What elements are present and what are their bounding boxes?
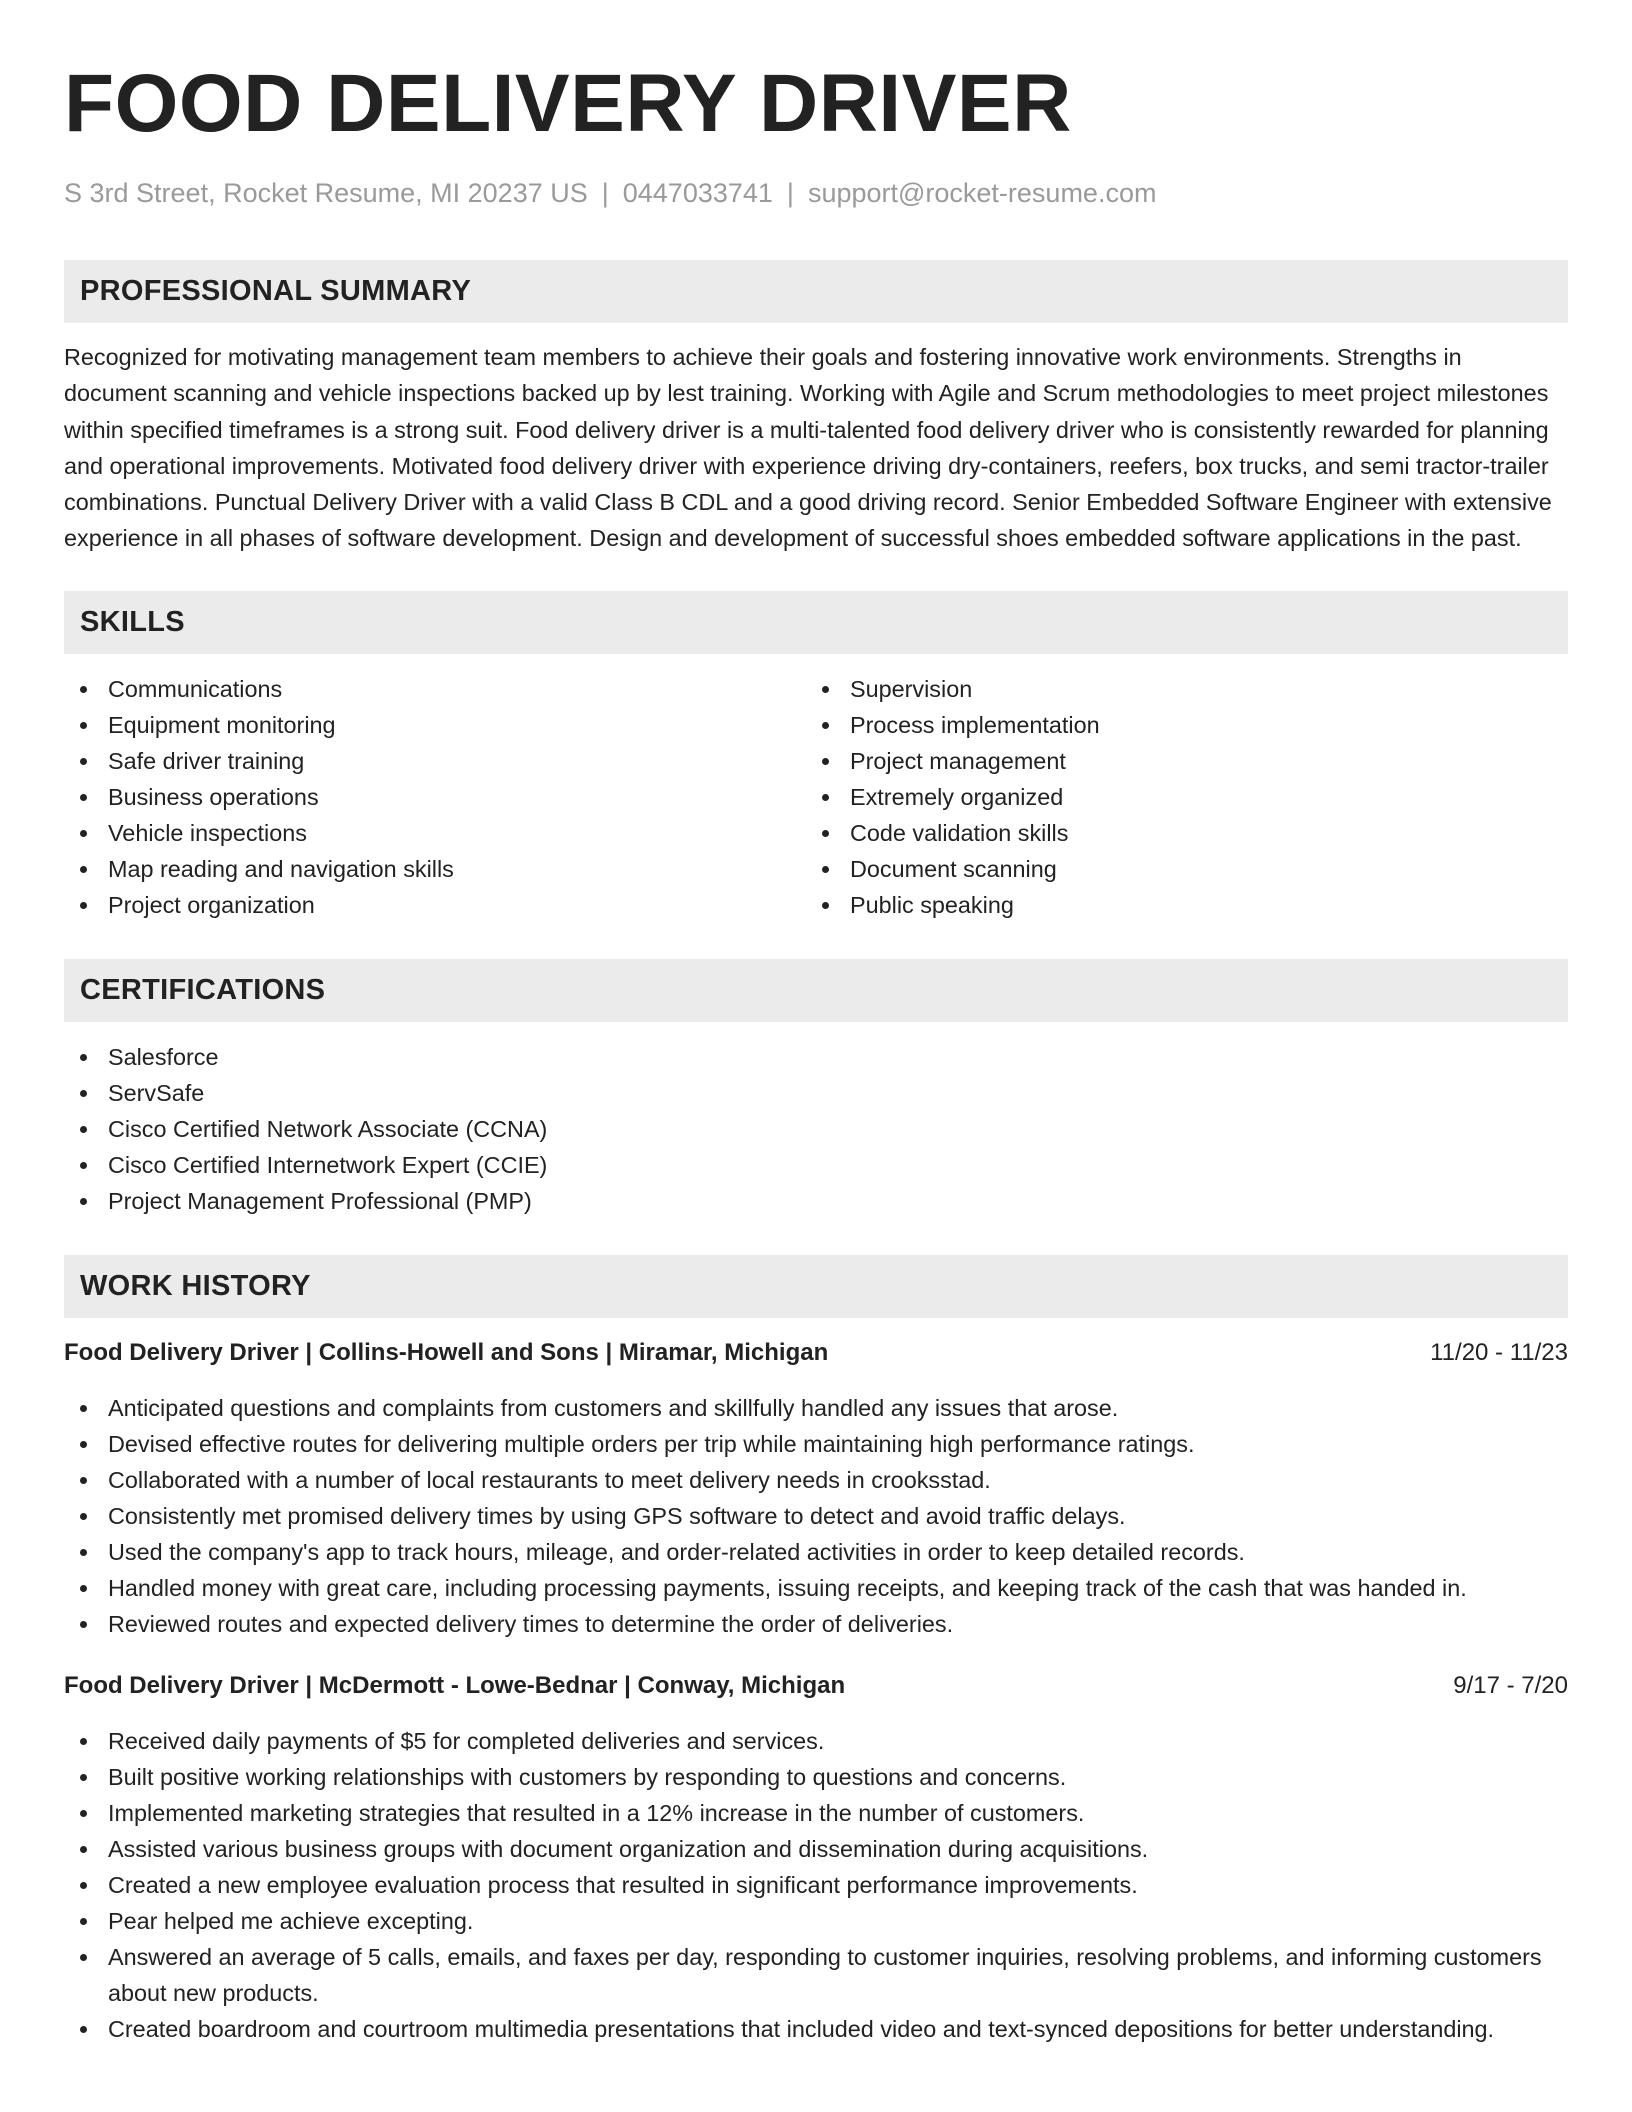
contact-email: support@rocket-resume.com: [807, 178, 1157, 208]
job-header: [64, 1668, 1568, 1704]
certification-item: Salesforce: [64, 1039, 1568, 1075]
skills-right-list: [806, 671, 1548, 923]
job-bullet: Reviewed routes and expected delivery times to determine the order of deliveries.: [64, 1606, 1568, 1642]
job-bullet: Anticipated questions and complaints from customers and skillfully handled any issues that arose.: [64, 1390, 1568, 1426]
job-bullet: Used the company's app to track hours, mileage, and order-related activities in order to keep detailed records.: [64, 1534, 1568, 1570]
skill-item: Vehicle inspections: [64, 815, 806, 851]
job-bullet: Devised effective routes for delivering multiple orders per trip while maintaining high performance ratings.: [64, 1426, 1568, 1462]
skills-columns: [64, 671, 1568, 923]
skill-item: Communications: [64, 671, 806, 707]
job-title: Food Delivery Driver | McDermott - Lowe-Bednar | Conway, Michigan: [64, 1671, 846, 1699]
job-bullet: Created boardroom and courtroom multimedia presentations that included video and text-synced depositions for better understanding.: [64, 2011, 1568, 2047]
certification-item: Cisco Certified Network Associate (CCNA): [64, 1111, 1568, 1147]
job-bullet: Answered an average of 5 calls, emails, and faxes per day, responding to customer inquiries, resolving problems, and informing customers about new products.: [64, 1939, 1568, 2011]
skill-item: Project organization: [64, 887, 806, 923]
contact-separator: |: [786, 178, 794, 208]
skill-item: Safe driver training: [64, 743, 806, 779]
job-title: Food Delivery Driver | Collins-Howell and Sons | Miramar, Michigan: [64, 1338, 829, 1366]
job-bullet: Collaborated with a number of local restaurants to meet delivery needs in crooksstad.: [64, 1462, 1568, 1498]
skills-heading: SKILLS: [64, 591, 1568, 654]
certifications-list: [64, 1039, 1568, 1219]
job-bullet-list: [64, 1390, 1568, 1642]
job-bullet: Consistently met promised delivery times by using GPS software to detect and avoid traffic delays.: [64, 1498, 1568, 1534]
skill-item: Map reading and navigation skills: [64, 851, 806, 887]
certification-item: Cisco Certified Internetwork Expert (CCIE): [64, 1147, 1568, 1183]
certifications-heading: CERTIFICATIONS: [64, 959, 1568, 1022]
certification-item: ServSafe: [64, 1075, 1568, 1111]
job-bullet: Built positive working relationships with customers by responding to questions and concerns.: [64, 1759, 1568, 1795]
summary-heading: PROFESSIONAL SUMMARY: [64, 260, 1568, 323]
job-bullet: Pear helped me achieve excepting.: [64, 1903, 1568, 1939]
contact-line: [64, 176, 1568, 210]
job-bullet: Assisted various business groups with document organization and dissemination during acquisitions.: [64, 1831, 1568, 1867]
resume-name: FOOD DELIVERY DRIVER: [64, 58, 1072, 149]
contact-address: S 3rd Street, Rocket Resume, MI 20237 US: [64, 178, 588, 208]
skill-item: Equipment monitoring: [64, 707, 806, 743]
job-bullet: Created a new employee evaluation process that resulted in significant performance improvements.: [64, 1867, 1568, 1903]
job-bullet: Received daily payments of $5 for completed deliveries and services.: [64, 1723, 1568, 1759]
job-dates: 11/20 - 11/23: [1430, 1338, 1568, 1366]
skill-item: Code validation skills: [806, 815, 1548, 851]
job-dates: 9/17 - 7/20: [1453, 1671, 1568, 1699]
skill-item: Document scanning: [806, 851, 1548, 887]
certification-item: Project Management Professional (PMP): [64, 1183, 1568, 1219]
job-header: [64, 1335, 1568, 1371]
work-history-heading: WORK HISTORY: [64, 1255, 1568, 1318]
job-bullet: Handled money with great care, including processing payments, issuing receipts, and keeping track of the cash that was handed in.: [64, 1570, 1568, 1606]
skill-item: Business operations: [64, 779, 806, 815]
skill-item: Project management: [806, 743, 1548, 779]
skill-item: Extremely organized: [806, 779, 1548, 815]
skill-item: Public speaking: [806, 887, 1548, 923]
contact-separator: |: [601, 178, 609, 208]
skills-left-list: [64, 671, 806, 923]
skill-item: Supervision: [806, 671, 1548, 707]
skill-item: Process implementation: [806, 707, 1548, 743]
job-bullet-list: [64, 1723, 1568, 2047]
contact-phone: 0447033741: [622, 178, 773, 208]
summary-text: Recognized for motivating management team members to achieve their goals and fostering innovative work environments. Strengths in document scanning and vehicle inspections backed up by lest training. Working with Agile and Scrum methodologies to meet project milestones within specified timeframes is a strong suit. Food delivery driver is a multi-talented food delivery driver who is consistently rewarded for planning and operational improvements. Motivated food delivery driver with experience driving dry-containers, reefers, box trucks, and semi tractor-trailer combinations. Punctual Delivery Driver with a valid Class B CDL and a good driving record. Senior Embedded Software Engineer with extensive experience in all phases of software development. Design and development of successful shoes embedded software applications in the past.: [64, 344, 1552, 552]
job-bullet: Implemented marketing strategies that resulted in a 12% increase in the number of customers.: [64, 1795, 1568, 1831]
